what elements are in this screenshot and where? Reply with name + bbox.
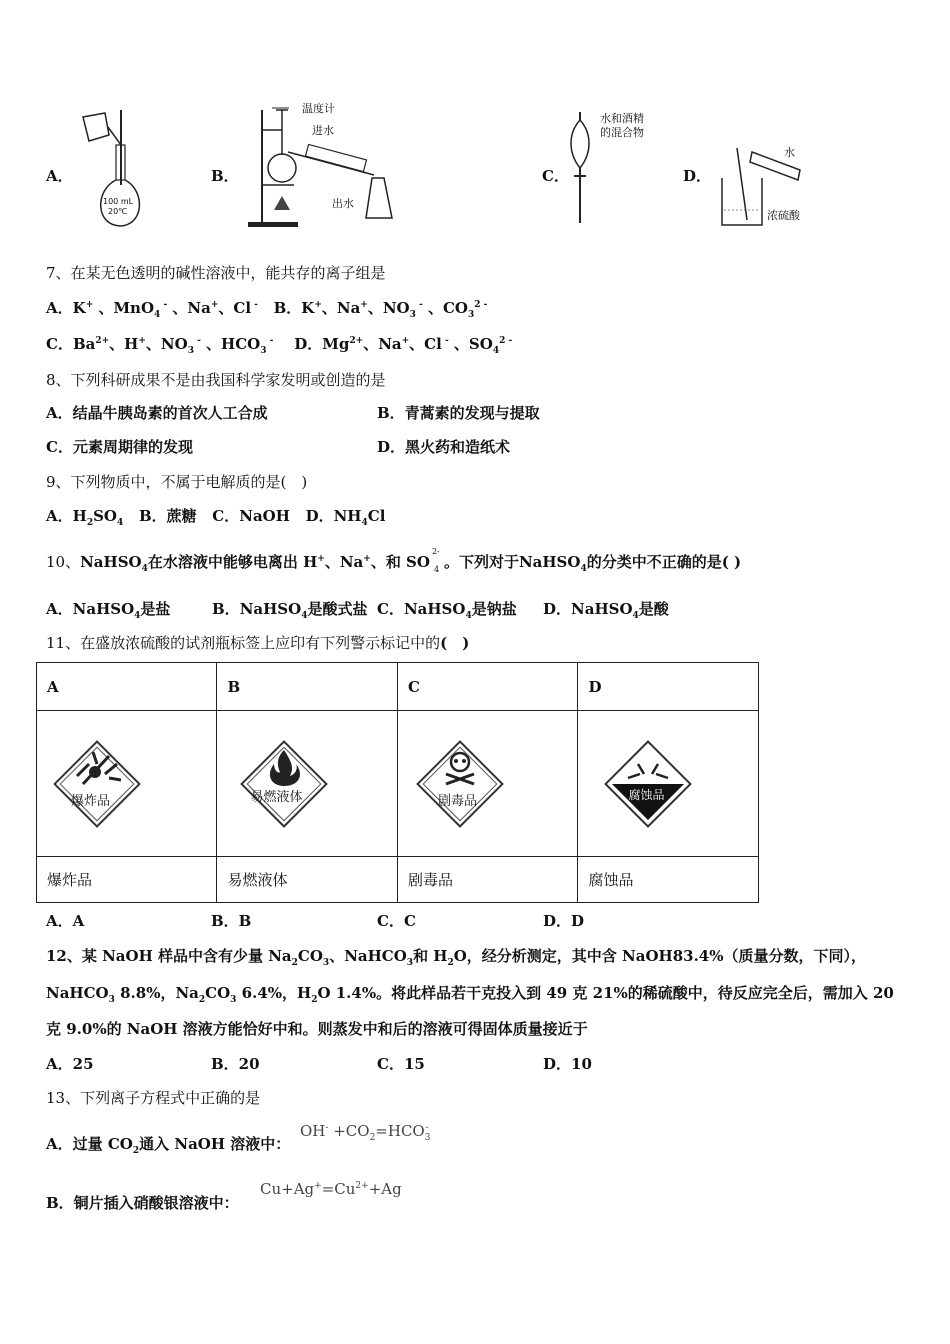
q10-d-label: D． (543, 600, 572, 618)
q10-c-text: 是钠盐 (471, 600, 517, 618)
q11-paren: ( ) (440, 634, 470, 652)
q9-d-label: D． (305, 507, 334, 525)
q12-l2-d: 6.4%，H (236, 984, 312, 1002)
q9-stem: 9、下列物质中，不属于电解质的是( ) (46, 473, 308, 491)
q12-sub-7: 3 (230, 995, 237, 1005)
q13-stem: 13、下列离子方程式中正确的是 (46, 1089, 261, 1107)
explosive-sign (47, 734, 147, 834)
q6-option-b-label: B． (211, 167, 239, 185)
corrosive-sign (598, 734, 698, 834)
q10-sup-2minus: 2- (431, 547, 440, 556)
q10-text2: 、Na (324, 553, 364, 571)
q12-l2-b: 8.8%，Na (114, 984, 199, 1002)
water-label: 水 (784, 146, 795, 159)
q12-l1-d: 和 H (413, 947, 448, 965)
thermometer-label: 温度计 (302, 102, 335, 115)
q13-a-eq-1: OH (300, 1122, 326, 1140)
toxic-sign-text: 剧毒品 (437, 793, 477, 809)
q13-a-equation (300, 1122, 429, 1143)
water-in-label: 进水 (312, 124, 334, 137)
q7-b-label: B． (273, 299, 302, 317)
q12-l1-a: 12、某 NaOH 样品中含有少量 Na (46, 947, 292, 965)
q12-sub-5: 3 (108, 995, 115, 1005)
name-b: 易燃液体 (217, 857, 398, 903)
q12-sub-2: 3 (322, 958, 330, 968)
q12-l2-e: O 1.4%。将此样品若干克投入到 49 克 21%的稀硫酸中，待反应完全后，需加入 20 (317, 984, 894, 1002)
water-out-label: 出水 (332, 197, 354, 210)
q12-line2 (46, 982, 894, 1005)
q10-text3: 、和 SO (370, 553, 430, 571)
q7-c-label: C． (46, 335, 73, 353)
header-d: D (578, 663, 759, 711)
q7-options-row1: A．K+ 、MnO$_4$ - 、Na+、Cl - B．K+、Na+、$NO_3$ - 、$CO_3^{2 -}$ (46, 299, 488, 320)
q13-option-b: B．铜片插入硝酸银溶液中： (46, 1194, 239, 1212)
q10-c-label: C． (377, 600, 404, 618)
q13-a-eq-sub1: 2 (369, 1133, 376, 1143)
q8-option-a: A．结晶牛胰岛素的首次人工合成 (46, 404, 268, 422)
mixture-label-1: 水和酒精 (600, 112, 644, 125)
q13-b-eq-5: + (368, 1180, 382, 1198)
q12-l1-e: O，经分析测定，其中含 NaOH83.4%（质量分数，下同）， (453, 947, 866, 965)
q11-stem (46, 632, 469, 653)
q10-option-c: C．NaHSO$_4$是钠盐 (377, 600, 517, 621)
flammable-sign-text: 易燃液体 (250, 789, 303, 805)
sign-cell-b (217, 711, 398, 857)
q8-option-b: B．青蒿素的发现与提取 (377, 404, 540, 422)
skull-icon (410, 734, 510, 834)
mixture-label-2: 的混合物 (600, 126, 644, 139)
q10-d-text: 是酸 (638, 600, 669, 618)
q12-option-a: A．25 (46, 1055, 94, 1073)
q13-b-eq-sup2: 2+ (355, 1181, 369, 1191)
q12-l1-b: CO (297, 947, 323, 965)
q8-option-c: C．元素周期律的发现 (46, 438, 193, 456)
dilution-beaker-figure (712, 140, 812, 230)
q10-stem: 10、NaHSO$_4$在水溶液中能够电离出 H+、Na+、和 SO 2- 4 。下列对于NaHSO$_4$的分类中不正确的是( ) (46, 547, 742, 574)
q7-stem: 7、在某无色透明的碱性溶液中，能共存的离子组是 (46, 264, 386, 282)
q11-answer-b: B．B (211, 912, 252, 930)
name-a: 爆炸品 (37, 857, 217, 903)
q12-sub-3: 3 (406, 958, 414, 968)
q6-option-d-label: D． (683, 167, 712, 185)
volumetric-flask-figure (75, 105, 155, 230)
q13-a-eq-sup2: - (425, 1123, 429, 1133)
flame-icon (234, 734, 334, 834)
table-sign-row (37, 711, 759, 857)
q12-line3: 克 9.0%的 NaOH 溶液方能恰好中和。则蒸发中和后的溶液可得固体质量接近于 (46, 1020, 588, 1038)
corrosive-icon (598, 734, 698, 834)
name-d: 腐蚀品 (578, 857, 759, 903)
q13-b-equation (260, 1180, 402, 1198)
q12-l1-c: 、NaHCO (329, 947, 407, 965)
q13-b-eq-1: Cu (260, 1180, 282, 1198)
toxic-sign (410, 734, 510, 834)
q13-a-eq-sup1: - (325, 1123, 329, 1133)
q11-answer-c: C．C (377, 912, 416, 930)
flask-temp-label: 20℃ (108, 207, 128, 216)
q13-b-eq-3: Ag (293, 1180, 315, 1198)
q13-b-eq-2: + (281, 1180, 294, 1198)
q12-l2-a: NaHCO (46, 984, 109, 1002)
flammable-sign (234, 734, 334, 834)
q9-option-b: B．蔗糖 (138, 507, 197, 525)
q10-option-d: D．NaHSO$_4$是酸 (543, 600, 669, 621)
q11-answer-a: A．A (46, 912, 85, 930)
q12-option-c: C．15 (377, 1055, 425, 1073)
q7-a-label: A． (46, 299, 73, 317)
q13-b-eq-6: Ag (381, 1180, 402, 1198)
q10-a-label: A． (46, 600, 73, 618)
table-header-row (37, 663, 759, 711)
q10-number: 10、 (46, 553, 81, 571)
q11-stem-text: 11、在盛放浓硫酸的试剂瓶标签上应印有下列警示标记中的 (46, 634, 441, 652)
q9-a-label: A． (46, 507, 73, 525)
sign-cell-c (397, 711, 577, 857)
header-a: A (37, 663, 217, 711)
q9-options: A．$H_2SO_4$ B．蔗糖 C．NaOH D．$NH_4Cl$ (46, 507, 386, 528)
q13-option-a (46, 1133, 290, 1156)
sign-cell-a (37, 711, 217, 857)
q10-text4: 。下列对于 (443, 553, 519, 571)
q10-text1: 在水溶液中能够电离出 H (147, 553, 318, 571)
sign-cell-d (578, 711, 759, 857)
q12-sub-1: 2 (291, 958, 298, 968)
explosive-sign-text: 爆炸品 (71, 793, 111, 809)
q13-a-suffix: 通入 NaOH 溶液中： (139, 1135, 291, 1153)
name-c: 剧毒品 (397, 857, 577, 903)
q13-a-eq-sub2: 3 (424, 1133, 431, 1143)
separatory-funnel-figure (568, 108, 644, 228)
q12-sub-6: 2 (198, 995, 206, 1005)
q12-line1 (46, 945, 866, 968)
q13-b-eq-sup1: + (314, 1181, 322, 1191)
q12-sub-8: 2 (311, 995, 318, 1005)
q10-b-text: 是酸式盐 (307, 600, 368, 618)
distillation-apparatus-figure (244, 100, 404, 230)
q13-b-eq-4: =Cu (321, 1180, 356, 1198)
header-b: B (217, 663, 398, 711)
warning-signs-table (36, 662, 759, 903)
q12-option-b: B．20 (211, 1055, 260, 1073)
q7-d-label: D． (294, 335, 323, 353)
q10-b-label: B． (212, 600, 240, 618)
q10-option-a: A．NaHSO$_4$是盐 (46, 600, 171, 621)
q10-text5: 的分类中不正确的是( ) (586, 553, 742, 571)
explosive-icon (47, 734, 147, 834)
q6-option-a-label: A． (46, 167, 73, 185)
q13-a-prefix: A．过量 CO (46, 1135, 133, 1153)
corrosive-sign-text: 腐蚀品 (628, 787, 665, 802)
q10-option-b: B．NaHSO$_4$是酸式盐 (212, 600, 368, 621)
q12-option-d: D．10 (543, 1055, 592, 1073)
q11-answer-d: D．D (543, 912, 585, 930)
q6-option-c-label: C． (542, 167, 569, 185)
q7-options-row2: C．$Ba^{2+}$、H+、$NO_3$ - 、$HCO_3$ - D．$Mg^{2+}$、Na+、Cl - 、$SO_4^{2 -}$ (46, 335, 513, 356)
q8-option-d: D．黑火药和造纸术 (377, 438, 511, 456)
q10-sup-plus-1: + (317, 554, 325, 564)
flask-volume-label: 100 mL (103, 197, 134, 206)
acid-label: 浓硫酸 (767, 209, 800, 222)
q12-l2-c: CO (205, 984, 231, 1002)
q10-a-text: 是盐 (140, 600, 171, 618)
q10-sub-4: 4 (433, 565, 440, 574)
q13-a-eq-3: =HCO (375, 1122, 425, 1140)
q12-sub-4: 2 (447, 958, 454, 968)
q10-sup-plus-2: + (363, 554, 371, 564)
q13-a-sub: 2 (132, 1146, 140, 1156)
q13-a-eq-2: +CO (328, 1122, 370, 1140)
header-c: C (397, 663, 577, 711)
table-name-row (37, 857, 759, 903)
q9-option-c: C．NaOH (212, 507, 290, 525)
q8-stem: 8、下列科研成果不是由我国科学家发明或创造的是 (46, 371, 386, 389)
